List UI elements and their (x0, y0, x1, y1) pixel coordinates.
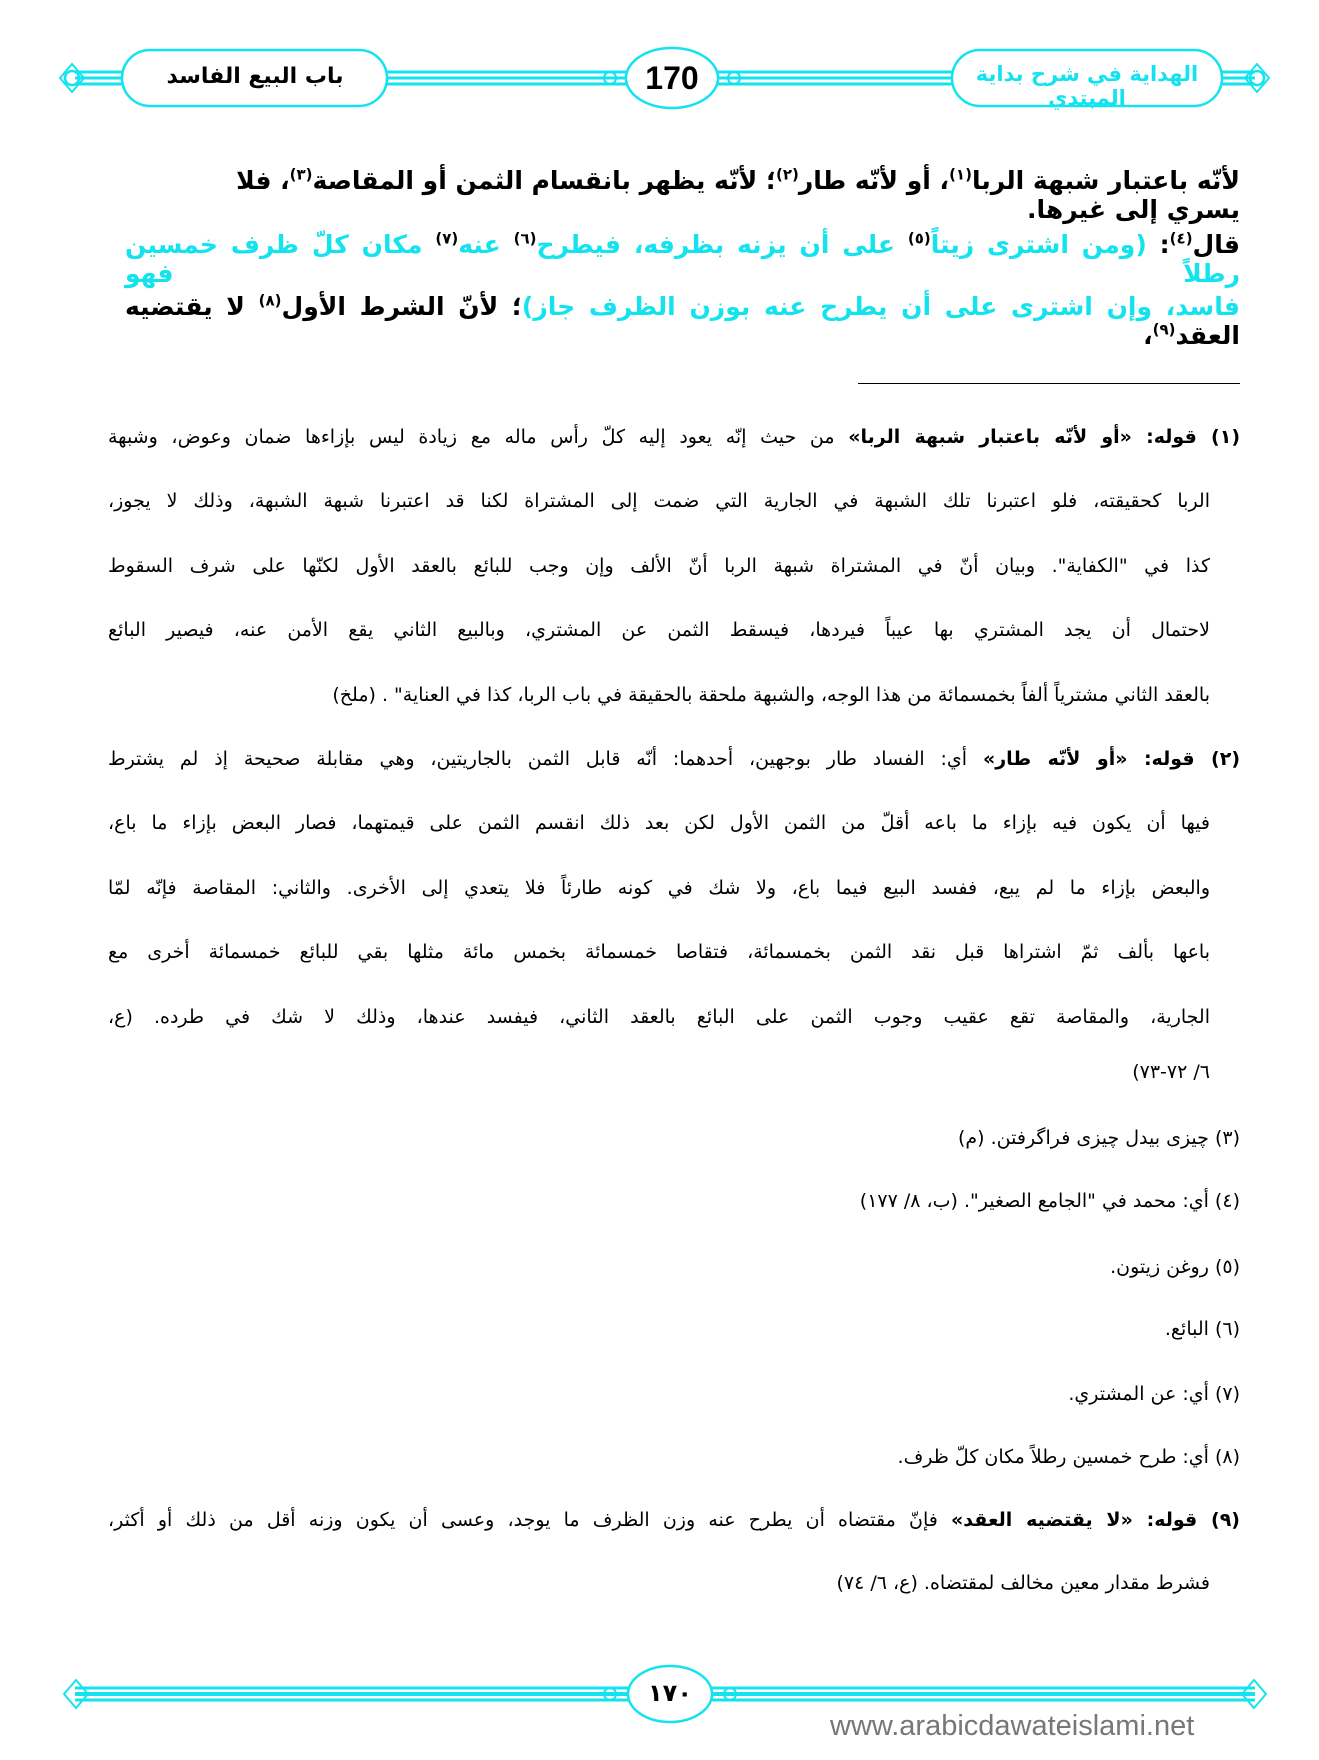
footnote-1-line-2: الربا كحقيقته، فلو اعتبرنا تلك الشبهة في الجارية التي ضمت إلى المشتراة لكنا قد اعتبرنا شبهة الشبهة، وذلك لا يجوز، (108, 490, 1210, 512)
text: ، أو لأنّه طار (798, 166, 950, 195)
footnote-ref: (٨) (258, 291, 282, 310)
matn-text: على أن يزنه بظرفه، فيطرح (536, 230, 908, 259)
text: ، فلا يسري إلى غيرها. (236, 166, 1240, 224)
footnote-2-line-3: والبعض بإزاء ما لم يبع، ففسد البيع فيما باع، ولا شك في كونه طارئاً فلا يتعدي إلى الأخرى. والثاني: المقاصة فإنّه لمّا (108, 877, 1210, 899)
footnote-1-line-3: كذا في "الكفاية". وبيان أنّ في المشتراة شبهة الربا أنّ الألف وإن وجب للبائع بالعقد الأول لكنّها على شرف السقوط (108, 555, 1210, 577)
footnote-2-line-1 (108, 748, 1240, 770)
text: : (1146, 230, 1170, 259)
footnote-text: فإنّ مقتضاه أن يطرح عنه وزن الظرف ما يوجد، وعسى أن يكون وزنه أقل من ذلك أو أكثر، (108, 1509, 952, 1531)
footnote-text: من حيث إنّه يعود إليه كلّ رأس ماله مع زيادة ليس بإزاءها ضمان وعوض، وشبهة (108, 426, 849, 448)
footnote-9-line-1 (108, 1509, 1240, 1531)
footnote-ref: (٣) (289, 165, 313, 184)
main-text-line-1 (170, 166, 1240, 224)
footnote-ref: (١) (949, 165, 972, 184)
page-number-footer: ١٧٠ (648, 1679, 692, 1707)
footnote-ref: (٧) (435, 229, 459, 248)
footnote-head: (٢) قوله: «أو لأنّه طار» (982, 748, 1240, 770)
text: ، (1143, 321, 1153, 350)
text: قال (1192, 230, 1240, 259)
footnote-head: (١) قوله: «أو لأنّه باعتبار شبهة الربا» (848, 426, 1241, 448)
footnote-7: (٧) أي: عن المشتري. (1068, 1383, 1240, 1405)
text: لا يقتضيه العقد (125, 292, 1240, 350)
text: لأنّه باعتبار شبهة الربا (971, 166, 1240, 195)
footnote-1-line-1 (108, 426, 1240, 448)
main-text-line-3 (125, 292, 1240, 350)
text: ؛ لأنّه يظهر بانقسام الثمن أو المقاصة (312, 166, 776, 195)
matn-text: (ومن اشترى زيتاً (930, 230, 1147, 259)
footnote-2-line-2: فيها أن يكون فيه بإزاء ما باعه أقلّ من الثمن الأول لكن بعد ذلك انقسم الثمن على قيمتهما، فصار البعض بإزاء ما باع، (108, 812, 1210, 834)
page-number-header: 170 (645, 60, 699, 96)
footnote-3: (٣) چيزى بيدل چيزى فراگرفتن. (م) (958, 1127, 1240, 1149)
footnote-ref: (٥) (907, 229, 931, 248)
footnote-1-line-5: بالعقد الثاني مشترياً ألفاً بخمسمائة من هذا الوجه، والشبهة ملحقة بالحقيقة في باب الربا، كذا في العناية" . (ملخ) (332, 684, 1210, 706)
footnote-separator (858, 383, 1240, 384)
footnote-2-line-6: ٦/ ٧٢-٧٣) (1132, 1061, 1210, 1083)
main-text-line-2 (125, 230, 1240, 288)
footnote-1-line-4: لاحتمال أن يجد المشتري بها عيباً فيردها، فيسقط الثمن عن المشتري، وبالبيع الثاني يقع الأمن عنه، فيصير البائع (108, 619, 1210, 641)
footnote-text: أي: الفساد طار بوجهين، أحدهما: أنّه قابل الثمن بالجاريتين، وهي مقابلة صحيحة إذ لم يشترط (108, 748, 983, 770)
text: ؛ لأنّ الشرط الأول (281, 292, 522, 321)
matn-text: فاسد، وإن اشترى على أن يطرح عنه بوزن الظرف جاز) (521, 292, 1241, 321)
footnote-ref: (٩) (1152, 320, 1176, 339)
footnote-6: (٦) البائع. (1164, 1318, 1240, 1340)
footnote-ref: (٤) (1169, 229, 1193, 248)
chapter-title: باب البيع الفاسد (166, 64, 344, 89)
book-title-logo: الهداية في شرح بداية المبتدي (975, 62, 1199, 110)
footnote-2-line-5: الجارية، والمقاصة تقع عقيب وجوب الثمن على البائع بالعقد الثاني، فيفسد عندها، وذلك لا شك في طرده. (ع، (108, 1006, 1210, 1028)
footnote-ref: (٦) (513, 229, 537, 248)
footnote-8: (٨) أي: طرح خمسين رطلاً مكان كلّ ظرف. (897, 1446, 1240, 1468)
website-watermark: www.arabicdawateislami.net (830, 1710, 1195, 1742)
matn-text: مكان كلّ ظرف خمسين رطلاً فهو (125, 230, 1240, 288)
footnote-head: (٩) قوله: «لا يقتضيه العقد» (951, 1509, 1240, 1531)
footnote-5: (٥) روغن زيتون. (1110, 1256, 1240, 1278)
footnote-4: (٤) أي: محمد في "الجامع الصغير". (ب، ٨/ ١٧٧) (859, 1190, 1240, 1212)
footnote-2-line-4: باعها بألف ثمّ اشتراها قبل نقد الثمن بخمسمائة، فتقاصا خمسمائة بخمس مائة مثلها بقي للبائع خمسمائة أخرى مع (108, 941, 1210, 963)
matn-text: عنه (458, 230, 514, 259)
footnote-ref: (٢) (775, 165, 799, 184)
footnote-9-line-2: فشرط مقدار معين مخالف لمقتضاه. (ع، ٦/ ٧٤) (836, 1572, 1210, 1594)
